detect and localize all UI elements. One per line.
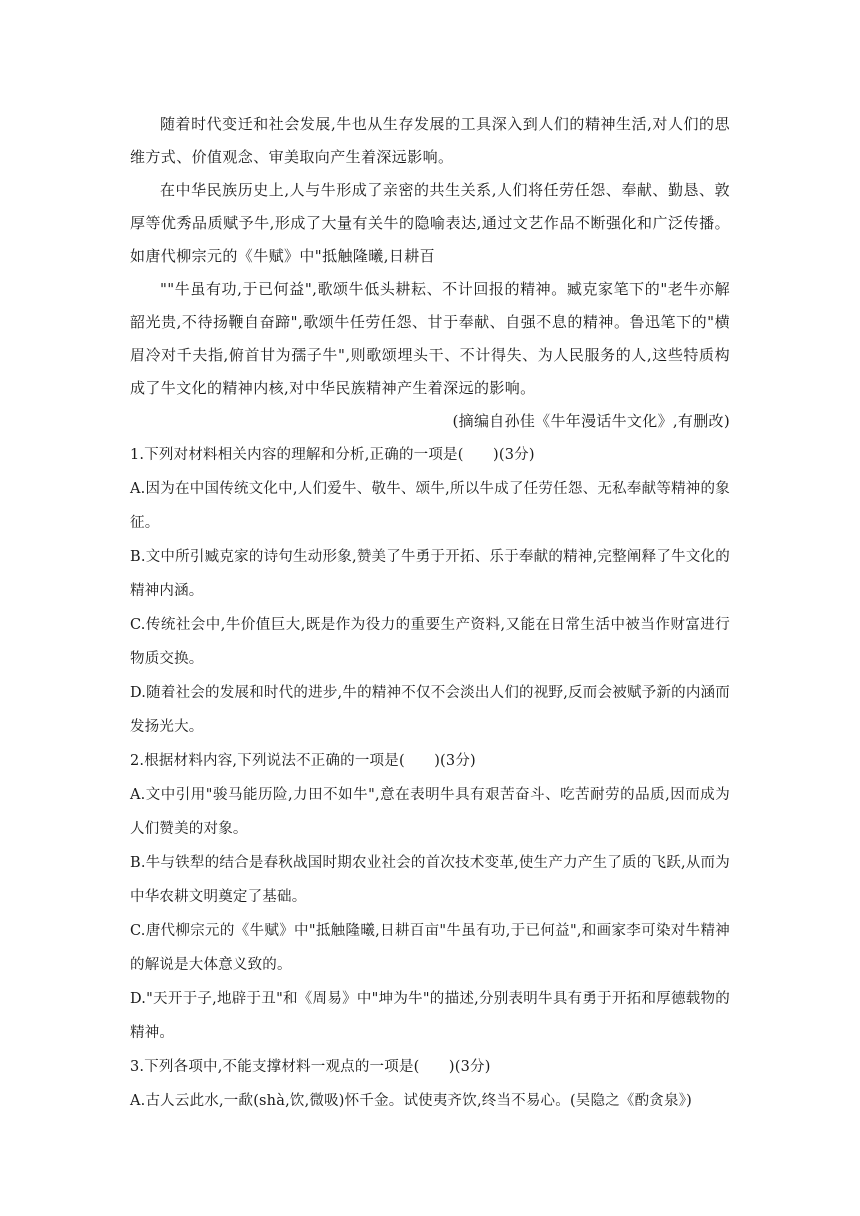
option-d: D."天开于子,地辟于丑"和《周易》中"坤为牛"的描述,分别表明牛具有勇于开拓和厚德载物的精神。 xyxy=(130,991,730,1041)
passage-source: (摘编自孙佳《牛年漫话牛文化》,有删改) xyxy=(452,412,730,430)
option-c: C.唐代柳宗元的《牛赋》中"抵触隆曦,日耕百亩"牛虽有功,于已何益",和画家李可染对牛精神的解说是大体意义致的。 xyxy=(130,923,730,973)
question-1 xyxy=(130,438,730,744)
passage-paragraph: 在中华民族历史上,人与牛形成了亲密的共生关系,人们将任劳任怨、奉献、勤恳、敦厚等优秀品质赋予牛,形成了大量有关牛的隐喻表达,通过文艺作品不断强化和广泛传播。如唐代柳宗元的《牛赋》中"抵触隆曦,日耕百 xyxy=(130,181,730,265)
option-a: A.文中引用"骏马能历险,力田不如牛",意在表明牛具有艰苦奋斗、吃苦耐劳的品质,因而成为人们赞美的对象。 xyxy=(130,787,730,837)
option-c: C.传统社会中,牛价值巨大,既是作为役力的重要生产资料,又能在日常生活中被当作财富进行物质交换。 xyxy=(130,617,730,667)
reading-passage xyxy=(130,108,730,405)
option-a: A.因为在中国传统文化中,人们爱牛、敬牛、颂牛,所以牛成了任劳任怨、无私奉献等精神的象征。 xyxy=(130,481,730,531)
passage-paragraph: ""牛虽有功,于已何益",歌颂牛低头耕耘、不计回报的精神。臧克家笔下的"老牛亦解韶光贵,不待扬鞭自奋蹄",歌颂牛任劳任怨、甘于奉献、自强不息的精神。鲁迅笔下的"横眉冷对千夫指,俯首甘为孺子牛",则歌颂埋头干、不计得失、为人民服务的人,这些特质构成了牛文化的精神内核,对中华民族精神产生着深远的影响。 xyxy=(130,280,730,397)
option-a: A.古人云此水,一歃(shà,饮,微吸)怀千金。试使夷齐饮,终当不易心。(吴隐之《酌贪泉》) xyxy=(130,1093,693,1109)
option-d: D.随着社会的发展和时代的进步,牛的精神不仅不会淡出人们的视野,反而会被赋予新的内涵而发扬光大。 xyxy=(130,685,730,735)
document-content xyxy=(130,108,730,1118)
question-stem: 1.下列对材料相关内容的理解和分析,正确的一项是( )(3分) xyxy=(130,447,535,463)
option-b: B.文中所引臧克家的诗句生动形象,赞美了牛勇于开拓、乐于奉献的精神,完整阐释了牛文化的精神内涵。 xyxy=(130,549,730,599)
passage-paragraph: 随着时代变迁和社会发展,牛也从生存发展的工具深入到人们的精神生活,对人们的思维方式、价值观念、审美取向产生着深远影响。 xyxy=(130,115,730,166)
question-stem: 3.下列各项中,不能支撑材料一观点的一项是( )(3分) xyxy=(130,1059,491,1075)
question-stem: 2.根据材料内容,下列说法不正确的一项是( )(3分) xyxy=(130,753,476,769)
question-3 xyxy=(130,1050,730,1118)
question-2 xyxy=(130,744,730,1050)
option-b: B.牛与铁犁的结合是春秋战国时期农业社会的首次技术变革,使生产力产生了质的飞跃,从而为中华农耕文明奠定了基础。 xyxy=(130,855,730,905)
